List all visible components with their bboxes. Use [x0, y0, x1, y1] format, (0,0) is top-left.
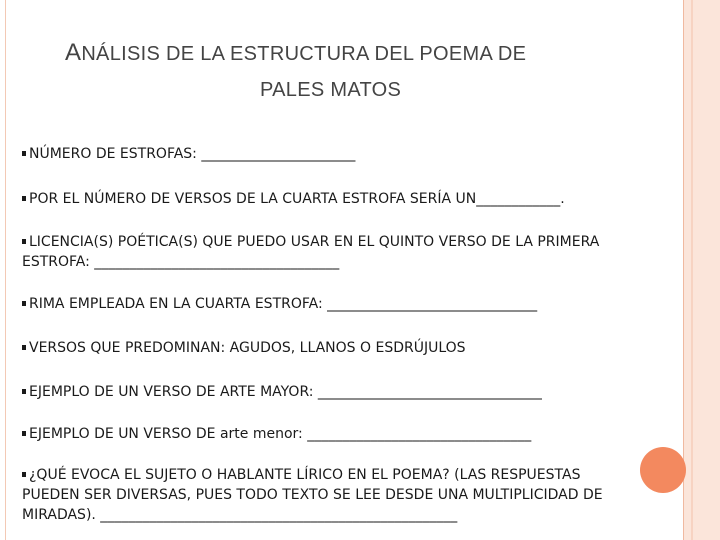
- list-item-versos-predominan: [22, 338, 642, 358]
- bullet-icon: [22, 301, 26, 306]
- decorative-circle: [640, 447, 686, 493]
- left-frame-line: [5, 0, 6, 540]
- title-line-2: PALES MATOS: [260, 79, 402, 101]
- list-item-text: RIMA EMPLEADA EN LA CUARTA ESTROFA: ______________________________: [29, 296, 538, 312]
- bullet-icon: [22, 151, 26, 156]
- bullet-icon: [22, 431, 26, 436]
- title-initial: A: [65, 39, 82, 66]
- title-line-1: [65, 39, 526, 67]
- right-frame-inner-line: [691, 0, 693, 540]
- list-item-text: VERSOS QUE PREDOMINAN: AGUDOS, LLANOS O ESDRÚJULOS: [29, 340, 466, 356]
- list-item-arte-menor: [22, 424, 642, 444]
- list-item-text: ¿QUÉ EVOCA EL SUJETO O HABLANTE LÍRICO EN EL POEMA? (LAS RESPUESTAS PUEDEN SER DIVERSAS, PUES TODO TEXTO SE LEE DESDE UNA MULTIPLICIDAD DE MIRADAS). ___________________________________________________: [22, 467, 603, 523]
- list-item-versos-cuarta: [22, 189, 642, 209]
- list-item-arte-mayor: [22, 382, 642, 402]
- bullet-icon: [22, 196, 26, 201]
- bullet-icon: [22, 389, 26, 394]
- list-item-text: POR EL NÚMERO DE VERSOS DE LA CUARTA ESTROFA SERÍA UN____________.: [29, 191, 565, 207]
- list-item-rima: [22, 294, 642, 314]
- list-item-text: EJEMPLO DE UN VERSO DE ARTE MAYOR: ________________________________: [29, 384, 542, 400]
- list-item-sujeto-lirico: [22, 465, 642, 525]
- bullet-icon: [22, 345, 26, 350]
- right-frame-band: [683, 0, 720, 540]
- list-item-estrofas: [22, 144, 642, 164]
- bullet-icon: [22, 472, 26, 477]
- title-line-1-text: NÁLISIS DE LA ESTRUCTURA DEL POEMA DE: [81, 43, 527, 65]
- list-item-text: NÚMERO DE ESTROFAS: ______________________: [29, 146, 356, 162]
- list-item-text: LICENCIA(S) POÉTICA(S) QUE PUEDO USAR EN EL QUINTO VERSO DE LA PRIMERA ESTROFA: ___________________________________: [22, 234, 600, 270]
- list-item-licencias: [22, 232, 642, 272]
- bullet-icon: [22, 239, 26, 244]
- list-item-text: EJEMPLO DE UN VERSO DE arte menor: ________________________________: [29, 426, 532, 442]
